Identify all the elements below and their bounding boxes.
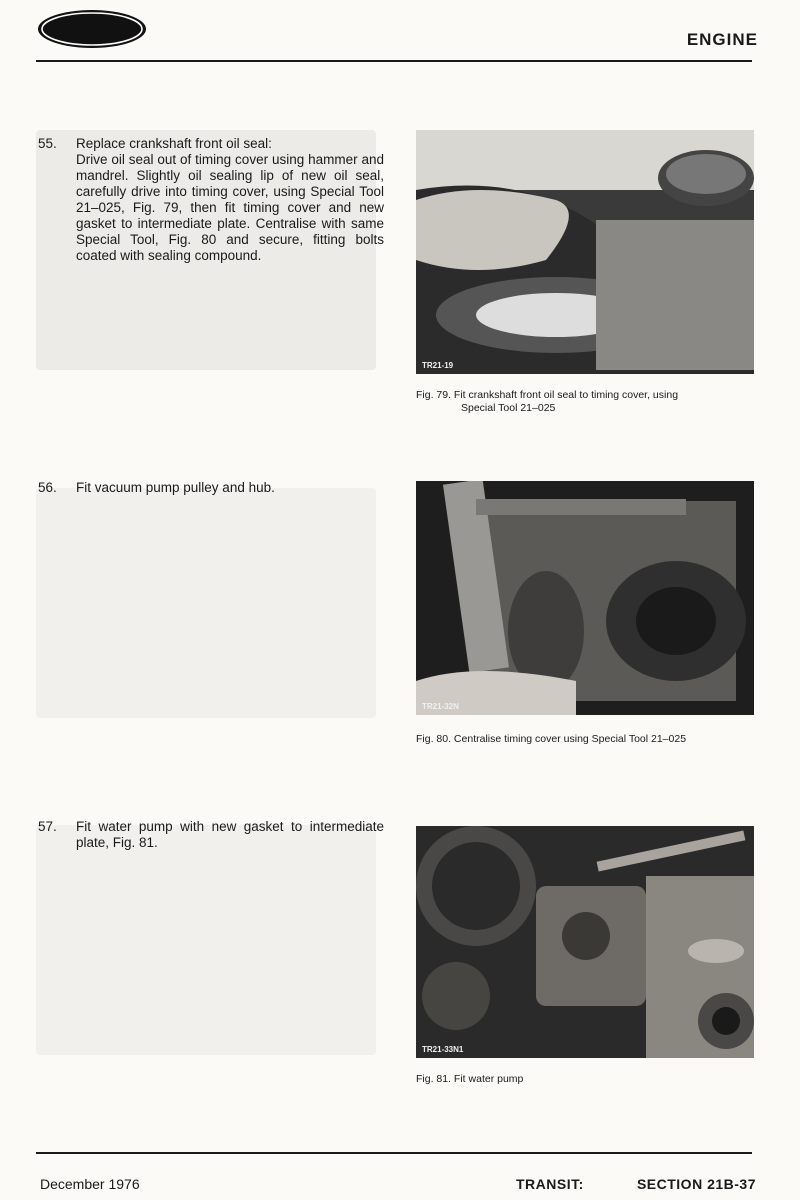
step-text: Drive oil seal out of timing cover using hammer and mandrel. Slightly oil sealing lip of new oil seal, carefully drive into timing cover, using Special Tool 21–025, Fig. 79, then fit timing cover and new gasket to intermediate plate. Centralise with same Special Tool, Fig. 80 and secure, fitting bolts coated with sealing compound. <box>76 152 384 263</box>
step-number: 57. <box>38 819 57 834</box>
step-number: 56. <box>38 480 57 495</box>
figure-79-photo <box>416 130 754 374</box>
step-number: 55. <box>38 136 57 151</box>
header-rule <box>36 60 752 62</box>
step-56 <box>38 480 384 496</box>
caption-text: Fig. 81. Fit water pump <box>416 1073 524 1085</box>
section-heading: ENGINE <box>686 30 758 49</box>
footer-section-number: SECTION 21B-37 <box>636 1176 756 1192</box>
step-55 <box>38 136 384 264</box>
show-through-panel <box>36 488 376 718</box>
caption-text: Fig. 79. Fit crankshaft front oil seal to timing cover, using <box>416 389 679 401</box>
caption-text: Special Tool 21–025 <box>461 402 556 414</box>
figure-ref: TR21-33N1 <box>422 1045 464 1054</box>
figure-79-caption <box>416 389 756 415</box>
footer-date: December 1976 <box>40 1176 140 1192</box>
footer-rule <box>36 1152 752 1154</box>
step-heading: Replace crankshaft front oil seal: <box>76 136 272 151</box>
figure-80-caption <box>416 733 756 746</box>
figure-81-photo <box>416 826 754 1058</box>
step-text: Fit vacuum pump pulley and hub. <box>76 480 275 495</box>
footer-model: TRANSIT: <box>516 1176 584 1192</box>
figure-80-photo <box>416 481 754 715</box>
figure-ref: TR21-32N <box>422 702 459 711</box>
show-through-panel <box>36 825 376 1055</box>
ford-logo <box>36 8 148 50</box>
figure-ref: TR21-19 <box>422 361 454 370</box>
figure-81-caption <box>416 1073 756 1086</box>
step-57 <box>38 819 384 851</box>
step-text: Fit water pump with new gasket to intermediate plate, Fig. 81. <box>76 819 384 850</box>
caption-text: Fig. 80. Centralise timing cover using Special Tool 21–025 <box>416 733 687 745</box>
